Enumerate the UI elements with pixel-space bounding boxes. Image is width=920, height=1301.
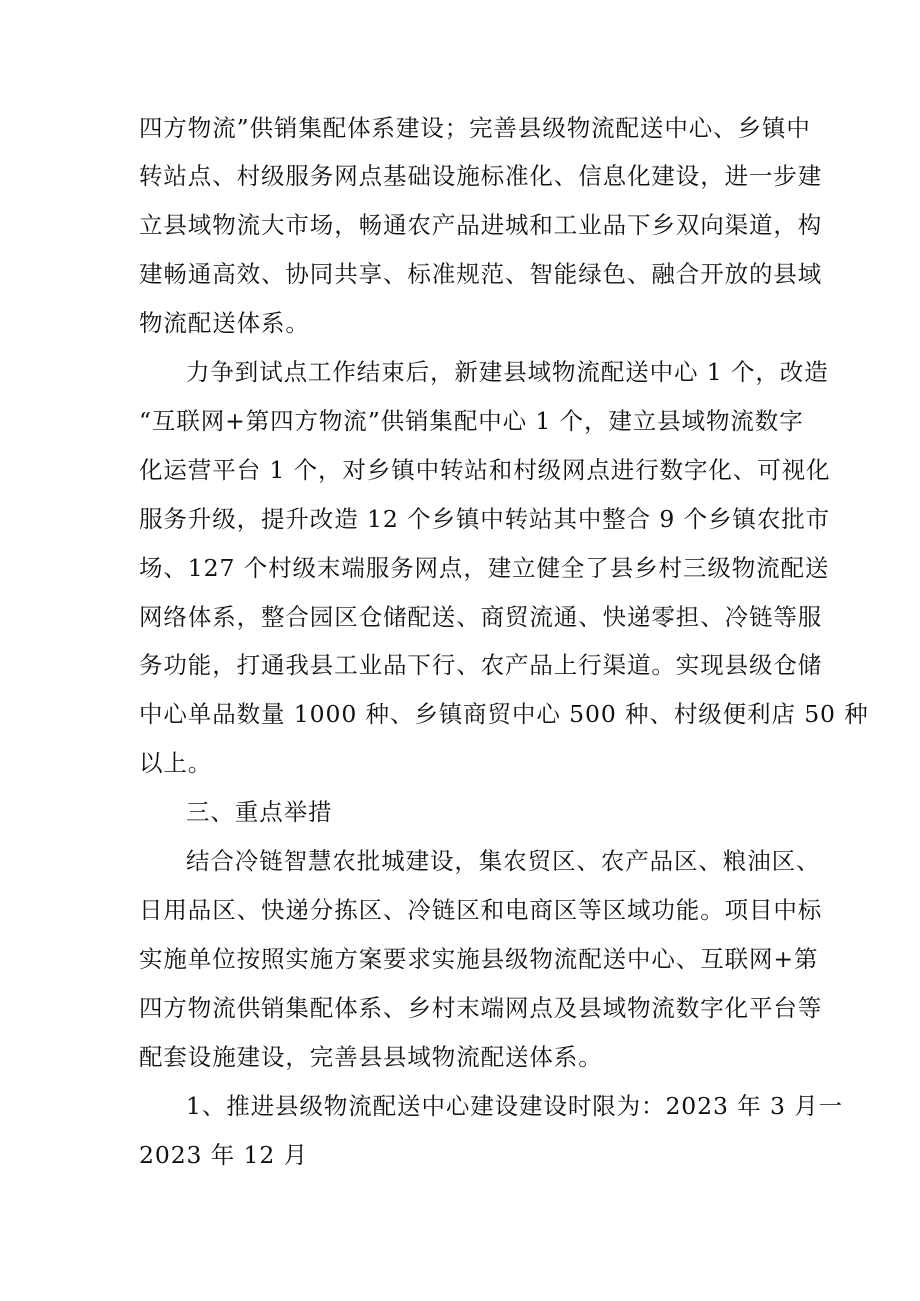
paragraph-line: 四方物流”供销集配体系建设；完善县级物流配送中心、乡镇中 xyxy=(139,114,811,142)
paragraph-line: 物流配送体系。 xyxy=(139,309,310,337)
paragraph-line: 配套设施建设，完善县县域物流配送体系。 xyxy=(139,1043,603,1071)
paragraph-line: 结合冷链智慧农批城建设，集农贸区、农产品区、粮油区、 xyxy=(186,847,821,875)
paragraph-line: 2023 年 12 月 xyxy=(139,1141,309,1169)
paragraph-line: 以上。 xyxy=(139,749,213,777)
paragraph-line: 建畅通高效、协同共享、标准规范、智能绿色、融合开放的县域 xyxy=(139,260,823,288)
paragraph-line: 日用品区、快递分拣区、冷链区和电商区等区域功能。项目中标 xyxy=(139,896,823,924)
paragraph-line: 化运营平台 1 个，对乡镇中转站和村级网点进行数字化、可视化 xyxy=(139,456,831,484)
paragraph-line: 实施单位按照实施方案要求实施县级物流配送中心、互联网+第 xyxy=(139,945,819,973)
paragraph-line: 网络体系，整合园区仓储配送、商贸流通、快递零担、冷链等服 xyxy=(139,603,823,631)
paragraph-line: 转站点、村级服务网点基础设施标准化、信息化建设，进一步建 xyxy=(139,162,823,190)
paragraph-line: “互联网+第四方物流”供销集配中心 1 个，建立县域物流数字 xyxy=(139,407,804,435)
section-heading: 三、重点举措 xyxy=(186,798,333,826)
paragraph-line: 场、127 个村级末端服务网点，建立健全了县乡村三级物流配送 xyxy=(139,554,830,582)
paragraph-line: 中心单品数量 1000 种、乡镇商贸中心 500 种、村级便利店 50 种 xyxy=(139,700,869,728)
paragraph-line: 四方物流供销集配体系、乡村末端网点及县域物流数字化平台等 xyxy=(139,994,823,1022)
paragraph-line: 务功能，打通我县工业品下行、农产品上行渠道。实现县级仓储 xyxy=(139,651,823,679)
paragraph-line: 力争到试点工作结束后，新建县域物流配送中心 1 个，改造 xyxy=(186,358,829,386)
paragraph-line: 立县域物流大市场，畅通农产品进城和工业品下乡双向渠道，构 xyxy=(139,211,823,239)
paragraph-line: 1、推进县级物流配送中心建设建设时限为：2023 年 3 月一 xyxy=(186,1092,844,1120)
paragraph-line: 服务升级，提升改造 12 个乡镇中转站其中整合 9 个乡镇农批市 xyxy=(139,505,831,533)
